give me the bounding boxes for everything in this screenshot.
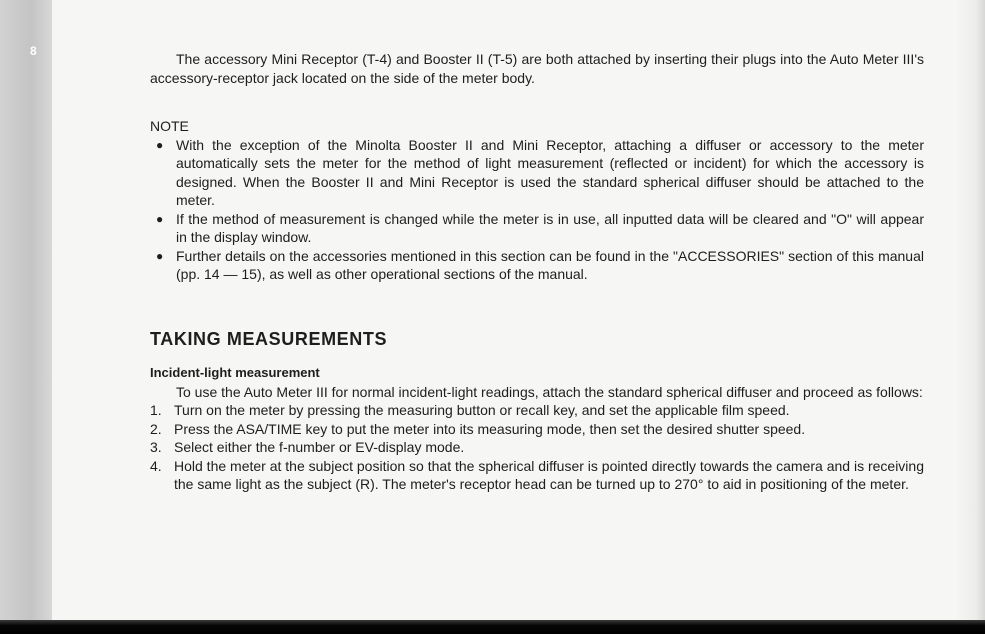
section-intro: To use the Auto Meter III for normal incident-light readings, attach the standard spherical diffuser and proceed as follows: (176, 383, 923, 400)
page-number: 8 (30, 44, 37, 58)
step-text: Press the ASA/TIME key to put the meter into its measuring mode, then set the desired shutter speed. (174, 420, 806, 437)
bottom-binding-bar (0, 620, 985, 634)
step-number: 4. (150, 457, 162, 474)
note-item (150, 136, 924, 210)
note-item-text: Further details on the accessories mentioned in this section can be found in the "ACCESSORIES" section of this manual (pp. 14 — 15), as well as other operational sections of the manual. (176, 247, 924, 282)
bullet-icon: ● (156, 248, 164, 263)
step-number: 3. (150, 439, 162, 455)
step-item (150, 438, 924, 457)
section-title: TAKING MEASUREMENTS (150, 328, 388, 349)
step-text: Hold the meter at the subject position so that the spherical diffuser is pointed directly towards the camera and is receiving the same light as the subject (R). The meter's receptor head can be turned up to 270° to aid in positioning of the meter. (174, 457, 924, 492)
steps-list (150, 401, 924, 494)
bullet-icon: ● (156, 137, 164, 152)
step-item (150, 401, 924, 420)
page-side-tab (0, 0, 52, 620)
note-item (150, 210, 924, 247)
step-item (150, 420, 924, 439)
step-number: 1. (150, 402, 162, 418)
note-item (150, 247, 924, 284)
note-item-text: If the method of measurement is changed while the meter is in use, all inputted data will be cleared and "O" will appear in the display window. (176, 210, 924, 245)
note-item-text: With the exception of the Minolta Booster II and Mini Receptor, attaching a diffuser or accessory to the meter automatically sets the meter for the method of light measurement (reflected or incident) for which the accessory is designed. When the Booster II and Mini Receptor is used the standard spherical diffuser should be attached to the meter. (176, 136, 924, 208)
page-content (150, 50, 924, 494)
intro-paragraph: The accessory Mini Receptor (T-4) and Booster II (T-5) are both attached by inserting their plugs into the Auto Meter III's accessory-receptor jack located on the side of the meter body. (150, 51, 924, 86)
step-item (150, 457, 924, 494)
step-text: Select either the f-number or EV-display mode. (174, 439, 465, 455)
section-subheading: Incident-light measurement (150, 365, 320, 380)
page-edge-shadow (955, 0, 985, 620)
step-number: 2. (150, 420, 162, 437)
note-list (150, 136, 924, 284)
bullet-icon: ● (156, 211, 164, 226)
note-heading: NOTE (150, 118, 189, 134)
step-text: Turn on the meter by pressing the measuring button or recall key, and set the applicable film speed. (174, 402, 790, 418)
